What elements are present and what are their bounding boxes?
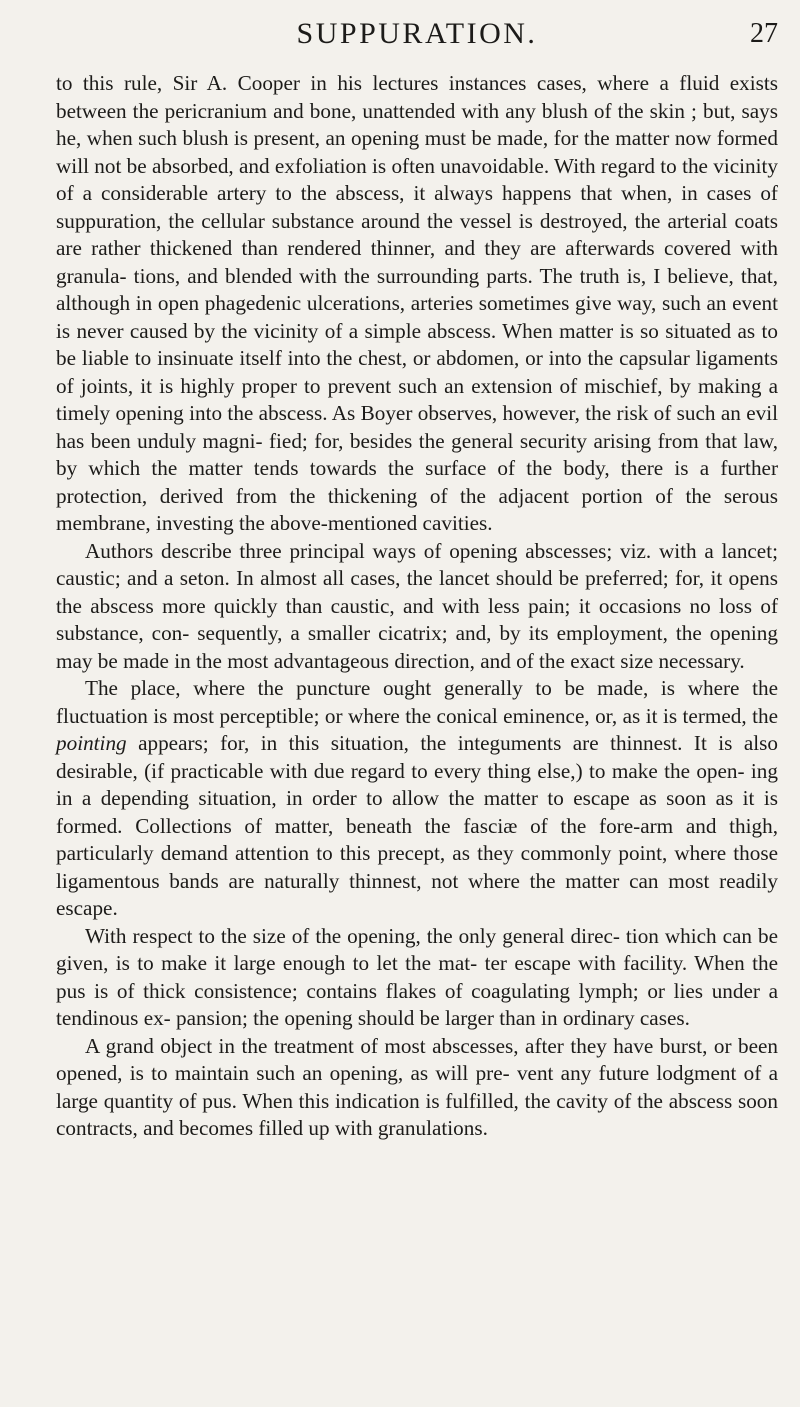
body-text bbox=[56, 70, 778, 1143]
paragraph-opening-methods: Authors describe three principal ways of opening abscesses; viz. with a lancet; caustic; and a seton. In almost all cases, the lancet should be preferred; for, it opens the abscess more quickly than caustic, and with less pain; it occasions no loss of substance, con- sequently, a smaller cicatrix; and, by its employment, the opening may be made in the most advantageous direction, and of the exact size necessary. bbox=[56, 538, 778, 673]
paragraph-puncture-place-text: The place, where the puncture ought generally to be made, is where the fluctuation is most perceptible; or where the conical eminence, or, as it is termed, the bbox=[56, 676, 778, 728]
paragraph-opening-size: With respect to the size of the opening, the only general direc- tion which can be given, is to make it large enough to let the mat- ter escape with facility. When the pus is of thick consistence; contains flakes of coagulating lymph; or lies under a tendinous ex- pansion; the opening should be larger than in ordinary cases. bbox=[56, 923, 778, 1030]
paragraph-continuation: to this rule, Sir A. Cooper in his lectures instances cases, where a fluid exists between the pericranium and bone, unattended with any blush of the skin ; but, says he, when such blush is present, an opening must be made, for the matter now formed will not be absorbed, and exfoliation is often unavoidable. With regard to the vicinity of a considerable artery to the abscess, it always happens that when, in cases of suppuration, the cellular substance around the vessel is destroyed, the arterial coats are rather thickened than rendered thinner, and they are afterwards covered with granula- tions, and blended with the surrounding parts. The truth is, I believe, that, although in open phagedenic ulcerations, arteries sometimes give way, such an event is never caused by the vicinity of a simple abscess. When matter is so situated as to be liable to insinuate itself into the chest, or abdomen, or into the capsular ligaments of joints, it is highly proper to prevent such an extension of mischief, by making a timely opening into the abscess. As Boyer observes, however, the risk of such an evil has been unduly magni- fied; for, besides the general security arising from that law, by which the matter tends towards the surface of the body, there is a further protection, derived from the thickening of the adjacent portion of the serous membrane, investing the above-mentioned cavities. bbox=[56, 71, 778, 535]
running-head bbox=[56, 14, 778, 54]
page-title: SUPPURATION. bbox=[296, 17, 538, 50]
page-number: 27 bbox=[750, 18, 778, 49]
paragraph-puncture-place-text-cont: appears; for, in this situation, the integuments are thinnest. It is also desirable, (if practicable with due regard to every thing else,) to make the open- ing in a depending situation, in order to allow the matter to escape as soon as it is formed. Collections of matter, beneath the fasciæ of the fore-arm and thigh, particularly demand attention to this precept, as they commonly point, where those ligamentous bands are naturally thinnest, not where the matter can most readily escape. bbox=[56, 731, 778, 920]
italic-term-pointing: pointing bbox=[56, 731, 127, 755]
paragraph-puncture-place bbox=[56, 675, 778, 923]
paragraph-treatment-object: A grand object in the treatment of most abscesses, after they have burst, or been opened, is to maintain such an opening, as will pre- vent any future lodgment of a large quantity of pus. When this indication is fulfilled, the cavity of the abscess soon contracts, and becomes filled up with granulations. bbox=[56, 1033, 778, 1140]
